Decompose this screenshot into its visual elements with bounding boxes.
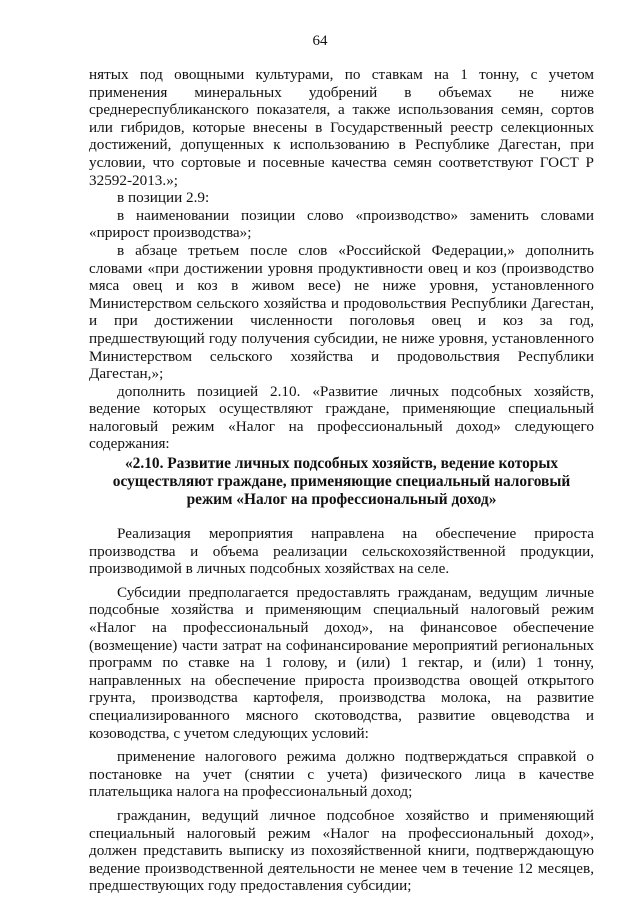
paragraph-purpose: Реализация мероприятия направлена на обеспечение прироста производства и объема реализации сельскохозяйственной продукции, производимой в личных подсобных хозяйствах на селе.	[89, 525, 594, 578]
paragraph-position-2-9: в позиции 2.9:	[117, 189, 210, 207]
paragraph-household-book: гражданин, ведущий личное подсобное хозяйство и применяющий специальный налоговый режим «Налог на профессиональный доход», должен представить выписку из похозяйственной книги, подтверждающую ведение производственной деятельности не менее чем в течение 12 месяцев, предшествующих году предоставления субсидии;	[89, 806, 594, 895]
paragraph-third-clause: в абзаце третьем после слов «Российской Федерации,» дополнить словами «при достижении уровня продуктивности овец и коз (производство мяса овец и коз в живом весе) не ниже уровня, установленного Министерством сельского хозяйства и продовольствия Республики Дагестан, и при достижении численности поголовья овец и коз за год, предшествующий году получения субсидии, не ниже уровня, установленного Министерством сельского хозяйства и продовольствия Республики Дагестан,»;	[89, 241, 594, 383]
page-number: 64	[312, 33, 328, 49]
paragraph-tax-certificate: применение налогового режима должно подтверждаться справкой о постановке на учет (снятии с учета) физического лица в качестве плательщика налога на профессиональный доход;	[89, 748, 594, 801]
section-heading: «2.10. Развитие личных подсобных хозяйств, ведение которых осуществляют граждане, применяющие специальный налоговый режим «Налог на профессиональный доход»	[112, 455, 571, 509]
paragraph-add-position: дополнить позицией 2.10. «Развитие личных подсобных хозяйств, ведение которых осуществляют граждане, применяющие специальный налоговый режим «Налог на профессиональный доход» следующего содержания:	[89, 382, 594, 453]
document-body	[89, 66, 594, 895]
paragraph-name-change: в наименовании позиции слово «производство» заменить словами «прирост производства»;	[89, 206, 594, 242]
paragraph-continuation: нятых под овощными культурами, по ставкам на 1 тонну, с учетом применения минеральных удобрений в объемах не ниже среднереспубликанского показателя, а также использования семян, сортов или гибридов, которые внесены в Государственный реестр селекционных достижений, допущенных к использованию в Республике Дагестан, при условии, что сортовые и посевные качества семян соответствуют ГОСТ Р 32592-2013.»;	[89, 66, 594, 189]
paragraph-subsidy-terms: Субсидии предполагается предоставлять гражданам, ведущим личные подсобные хозяйства и применяющим специальный налоговый режим «Налог на профессиональный доход», на финансовое обеспечение (возмещение) части затрат на софинансирование мероприятий региональных программ по ставке на 1 голову, и (или) 1 гектар, и (или) 1 тонну, направленных на обеспечение прироста производства овощей открытого грунта, производства картофеля, производства молока, на развитие специализированного мясного скотоводства, развитие овцеводства и козоводства, с учетом следующих условий:	[89, 583, 594, 742]
